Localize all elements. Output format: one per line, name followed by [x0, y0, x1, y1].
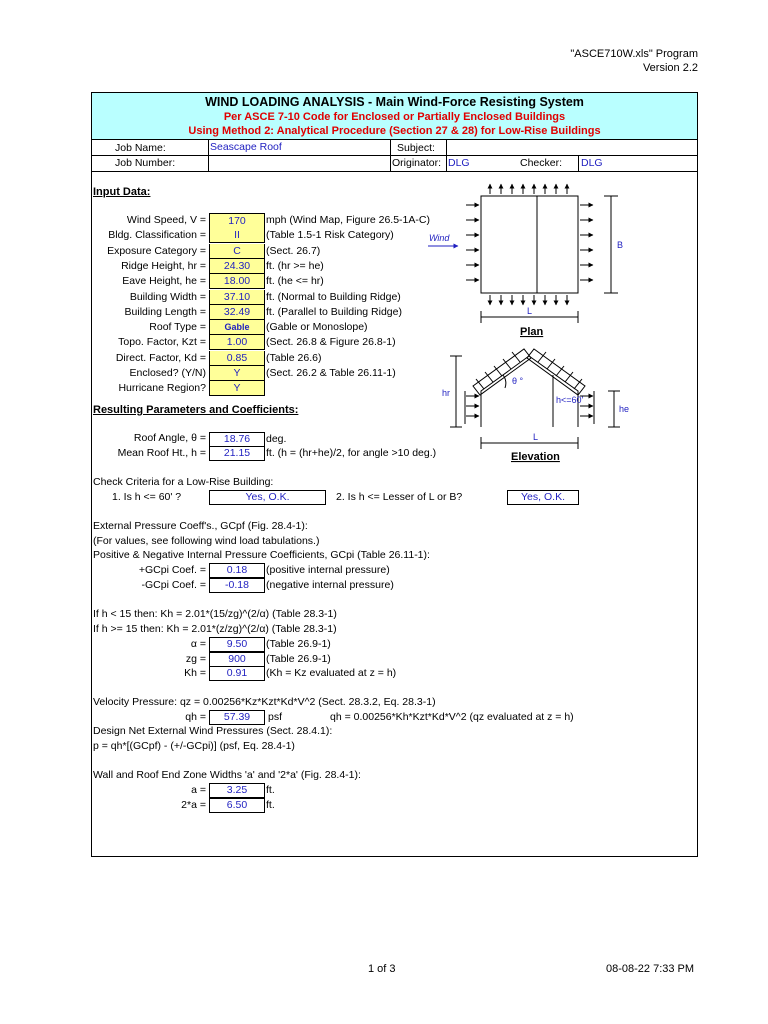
ext-pressure-line: External Pressure Coeff's., GCpf (Fig. 28.4-1):	[93, 520, 308, 532]
program-header	[570, 47, 698, 75]
roof-angle-note: deg.	[266, 433, 287, 445]
input-note: ft. (he <= hr)	[266, 275, 324, 287]
hr-label: hr	[442, 388, 451, 398]
print-datetime: 08-08-22 7:33 PM	[606, 963, 695, 975]
kh-label: Kh =	[184, 667, 206, 679]
input-note: (Sect. 26.2 & Table 26.11-1)	[266, 367, 396, 379]
input-value-field[interactable]: 1.00	[209, 335, 265, 350]
input-label: Building Width =	[129, 291, 206, 303]
input-note: (Table 1.5-1 Risk Category)	[266, 229, 394, 241]
job-number-label: Job Number:	[115, 157, 176, 169]
input-value-field[interactable]: 37.10	[209, 290, 265, 305]
he-label: he	[619, 404, 630, 414]
plan-right-arrows	[580, 205, 593, 280]
input-value-field[interactable]: Gable	[209, 320, 265, 335]
originator-label: Originator:	[392, 157, 442, 169]
qh-value: 57.39	[209, 710, 265, 725]
program-name: "ASCE710W.xls" Program	[570, 48, 698, 60]
input-note: (Gable or Monoslope)	[266, 321, 368, 333]
subject-label: Subject:	[397, 142, 435, 154]
two-a-label: 2*a =	[181, 799, 206, 811]
input-label: Enclosed? (Y/N)	[129, 367, 206, 379]
mean-height-value: 21.15	[209, 446, 265, 461]
elevation-l-label: L	[533, 432, 539, 442]
checker-field[interactable]: DLG	[581, 157, 603, 169]
design-pressure-line: Design Net External Wind Pressures (Sect. 28.4.1):	[93, 725, 333, 737]
qh-label: qh =	[185, 711, 206, 723]
two-a-note: ft.	[266, 799, 275, 811]
input-value-field[interactable]: 18.00	[209, 274, 265, 289]
input-label: Roof Type =	[149, 321, 206, 333]
input-label: Topo. Factor, Kzt =	[118, 336, 206, 348]
a-note: ft.	[266, 784, 275, 796]
velocity-pressure-line: Velocity Pressure: qz = 0.00256*Kz*Kzt*Kd*V^2 (Sect. 28.3.2, Eq. 28.3-1)	[93, 696, 436, 708]
program-version: Version 2.2	[642, 62, 698, 74]
results-heading: Resulting Parameters and Coefficients:	[93, 404, 299, 416]
int-pressure-line: Positive & Negative Internal Pressure Coefficients, GCpi (Table 26.11-1):	[93, 549, 430, 561]
input-value-field[interactable]: 170	[209, 213, 265, 229]
roof-angle-value: 18.76	[209, 432, 265, 447]
input-label: Bldg. Classification =	[108, 229, 206, 241]
input-label: Hurricane Region?	[118, 382, 206, 394]
b-label: B	[617, 240, 624, 250]
gcpi-neg-label: -GCpi Coef. =	[141, 579, 206, 591]
mean-height-label: Mean Roof Ht., h =	[117, 447, 206, 459]
job-name-label: Job Name:	[115, 142, 166, 154]
input-value-field[interactable]: 0.85	[209, 351, 265, 366]
gcpi-pos-value: 0.18	[209, 563, 265, 578]
input-label: Exposure Category =	[107, 245, 206, 257]
elevation-left-arrows	[466, 396, 479, 416]
input-note: ft. (Parallel to Building Ridge)	[266, 306, 402, 318]
plan-l-label: L	[527, 306, 533, 316]
job-name-field[interactable]: Seascape Roof	[210, 141, 282, 153]
input-note: mph (Wind Map, Figure 26.5-1A-C)	[266, 214, 430, 226]
kh-value: 0.91	[209, 666, 265, 681]
zg-value: 900	[209, 652, 265, 667]
check2-label: 2. Is h <= Lesser of L or B?	[336, 491, 463, 503]
input-label: Direct. Factor, Kd =	[115, 352, 206, 364]
alpha-note: (Table 26.9-1)	[266, 638, 331, 650]
input-label: Wind Speed, V =	[126, 214, 206, 226]
method-subtitle: Using Method 2: Analytical Procedure (Section 27 & 28) for Low-Rise Buildings	[188, 125, 601, 137]
input-value-field[interactable]: II	[209, 228, 265, 243]
qh-note: qh = 0.00256*Kh*Kzt*Kd*V^2 (qz evaluated at z = h)	[330, 711, 574, 723]
input-value-field[interactable]: 32.49	[209, 305, 265, 320]
alpha-value: 9.50	[209, 637, 265, 652]
check1-value: Yes, O.K.	[209, 490, 326, 505]
kh-formula-2: If h >= 15 then: Kh = 2.01*(z/zg)^(2/α) (Table 28.3-1)	[93, 623, 337, 635]
input-value-field[interactable]: 24.30	[209, 259, 265, 274]
h-limit-label: h<=60'	[556, 395, 584, 405]
input-note: ft. (Normal to Building Ridge)	[266, 291, 401, 303]
design-pressure-formula: p = qh*[(GCpf) - (+/-GCpi)] (psf, Eq. 28.4-1)	[93, 740, 295, 752]
input-label: Eave Height, he =	[122, 275, 206, 287]
ext-pressure-note: (For values, see following wind load tabulations.)	[93, 535, 320, 547]
worksheet-title: WIND LOADING ANALYSIS - Main Wind-Force Resisting System	[205, 95, 584, 109]
plan-bottom-arrows	[490, 295, 567, 305]
building-diagram	[420, 178, 640, 468]
page-number: 1 of 3	[368, 963, 396, 975]
check-criteria-heading: Check Criteria for a Low-Rise Building:	[93, 476, 274, 488]
zone-width-line: Wall and Roof End Zone Widths 'a' and '2*a' (Fig. 28.4-1):	[93, 769, 361, 781]
qh-unit: psf	[268, 711, 283, 723]
mean-height-note: ft. (h = (hr+he)/2, for angle >10 deg.)	[266, 447, 437, 459]
roof-pressure-arrows	[473, 349, 585, 395]
alpha-label: α =	[190, 638, 206, 650]
zg-label: zg =	[185, 653, 206, 665]
gcpi-pos-note: (positive internal pressure)	[266, 564, 390, 576]
input-note: ft. (hr >= he)	[266, 260, 324, 272]
input-value-field[interactable]: Y	[209, 381, 265, 396]
gcpi-pos-label: +GCpi Coef. =	[138, 564, 206, 576]
kh-formula-1: If h < 15 then: Kh = 2.01*(15/zg)^(2/α) (Table 28.3-1)	[93, 608, 337, 620]
a-value: 3.25	[209, 783, 265, 798]
check1-label: 1. Is h <= 60' ?	[112, 491, 182, 503]
input-label: Building Length =	[124, 306, 206, 318]
input-note: (Sect. 26.7)	[266, 245, 321, 257]
checker-label: Checker:	[520, 157, 563, 169]
a-label: a =	[191, 784, 206, 796]
plan-label: Plan	[520, 326, 544, 338]
code-subtitle: Per ASCE 7-10 Code for Enclosed or Partially Enclosed Buildings	[223, 111, 566, 123]
originator-field[interactable]: DLG	[448, 157, 470, 169]
elevation-label: Elevation	[511, 451, 560, 463]
roof-angle-label: Roof Angle, θ =	[133, 432, 206, 444]
kh-note: (Kh = Kz evaluated at z = h)	[266, 667, 397, 679]
gcpi-neg-value: -0.18	[209, 578, 265, 593]
two-a-value: 6.50	[209, 798, 265, 813]
input-note: (Sect. 26.8 & Figure 26.8-1)	[266, 336, 396, 348]
plan-left-arrows	[466, 205, 479, 280]
input-value-field[interactable]: C	[209, 244, 265, 259]
plan-outline	[481, 196, 578, 293]
gcpi-neg-note: (negative internal pressure)	[266, 579, 394, 591]
input-data-heading: Input Data:	[93, 186, 151, 198]
check2-value: Yes, O.K.	[507, 490, 579, 505]
plan-top-arrows	[490, 184, 567, 194]
theta-label: θ °	[512, 376, 524, 386]
input-label: Ridge Height, hr =	[121, 260, 206, 272]
wind-label: Wind	[429, 233, 450, 243]
zg-note: (Table 26.9-1)	[266, 653, 331, 665]
input-value-field[interactable]: Y	[209, 366, 265, 381]
input-note: (Table 26.6)	[266, 352, 322, 364]
